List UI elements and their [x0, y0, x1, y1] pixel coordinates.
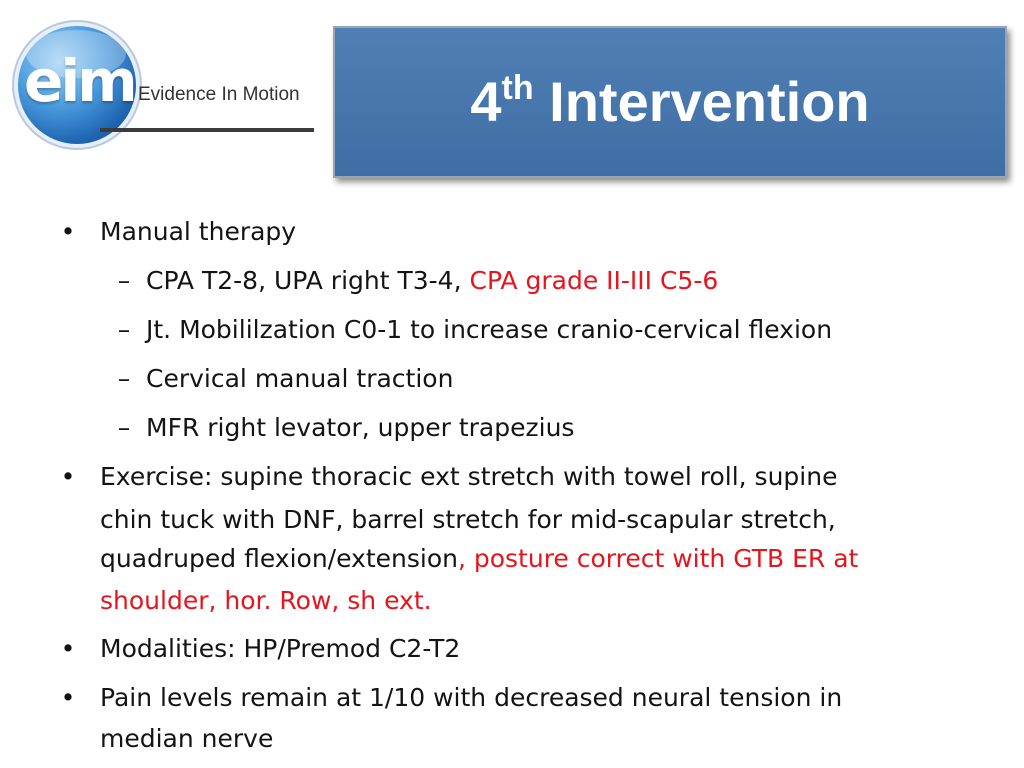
bullet-icon: •: [60, 462, 76, 491]
modalities-item: Modalities: HP/Premod C2-T2: [100, 634, 461, 663]
title-number: 4: [470, 70, 502, 133]
exercise-line-3: [100, 544, 858, 574]
dash-icon: –: [117, 315, 131, 344]
exercise-line-3-text: quadruped flexion/extension: [100, 544, 458, 573]
dash-icon: –: [117, 413, 131, 442]
title-rest: Intervention: [533, 70, 870, 133]
sub-item-cpa-highlight: CPA grade II-III C5-6: [469, 266, 719, 295]
exercise-line-1: Exercise: supine thoracic ext stretch with towel roll, supine: [100, 462, 838, 491]
sub-item-cpa: [146, 266, 718, 296]
title-superscript: th: [501, 69, 534, 107]
sub-item-mobilization: Jt. Mobililzation C0-1 to increase cranio-cervical flexion: [146, 315, 833, 344]
bullet-icon: •: [60, 217, 76, 246]
pain-line-1: Pain levels remain at 1/10 with decreased neural tension in: [100, 683, 843, 712]
pain-line-2: median nerve: [100, 724, 274, 753]
exercise-line-4-highlight: shoulder, hor. Row, sh ext.: [100, 586, 432, 615]
dash-icon: –: [117, 364, 131, 393]
exercise-line-2: chin tuck with DNF, barrel stretch for mid-scapular stretch,: [100, 505, 836, 534]
manual-therapy-heading: Manual therapy: [100, 217, 297, 246]
sub-item-traction: Cervical manual traction: [146, 364, 454, 393]
logo-mark: eim: [24, 47, 135, 115]
dash-icon: –: [117, 266, 131, 295]
bullet-icon: •: [60, 683, 76, 712]
bullet-icon: •: [60, 634, 76, 663]
exercise-line-3-highlight: , posture correct with GTB ER at: [457, 544, 859, 573]
logo-tagline: Evidence In Motion: [138, 84, 300, 105]
sub-item-cpa-text: CPA T2-8, UPA right T3-4,: [146, 266, 470, 295]
sub-item-mfr: MFR right levator, upper trapezius: [146, 413, 575, 442]
